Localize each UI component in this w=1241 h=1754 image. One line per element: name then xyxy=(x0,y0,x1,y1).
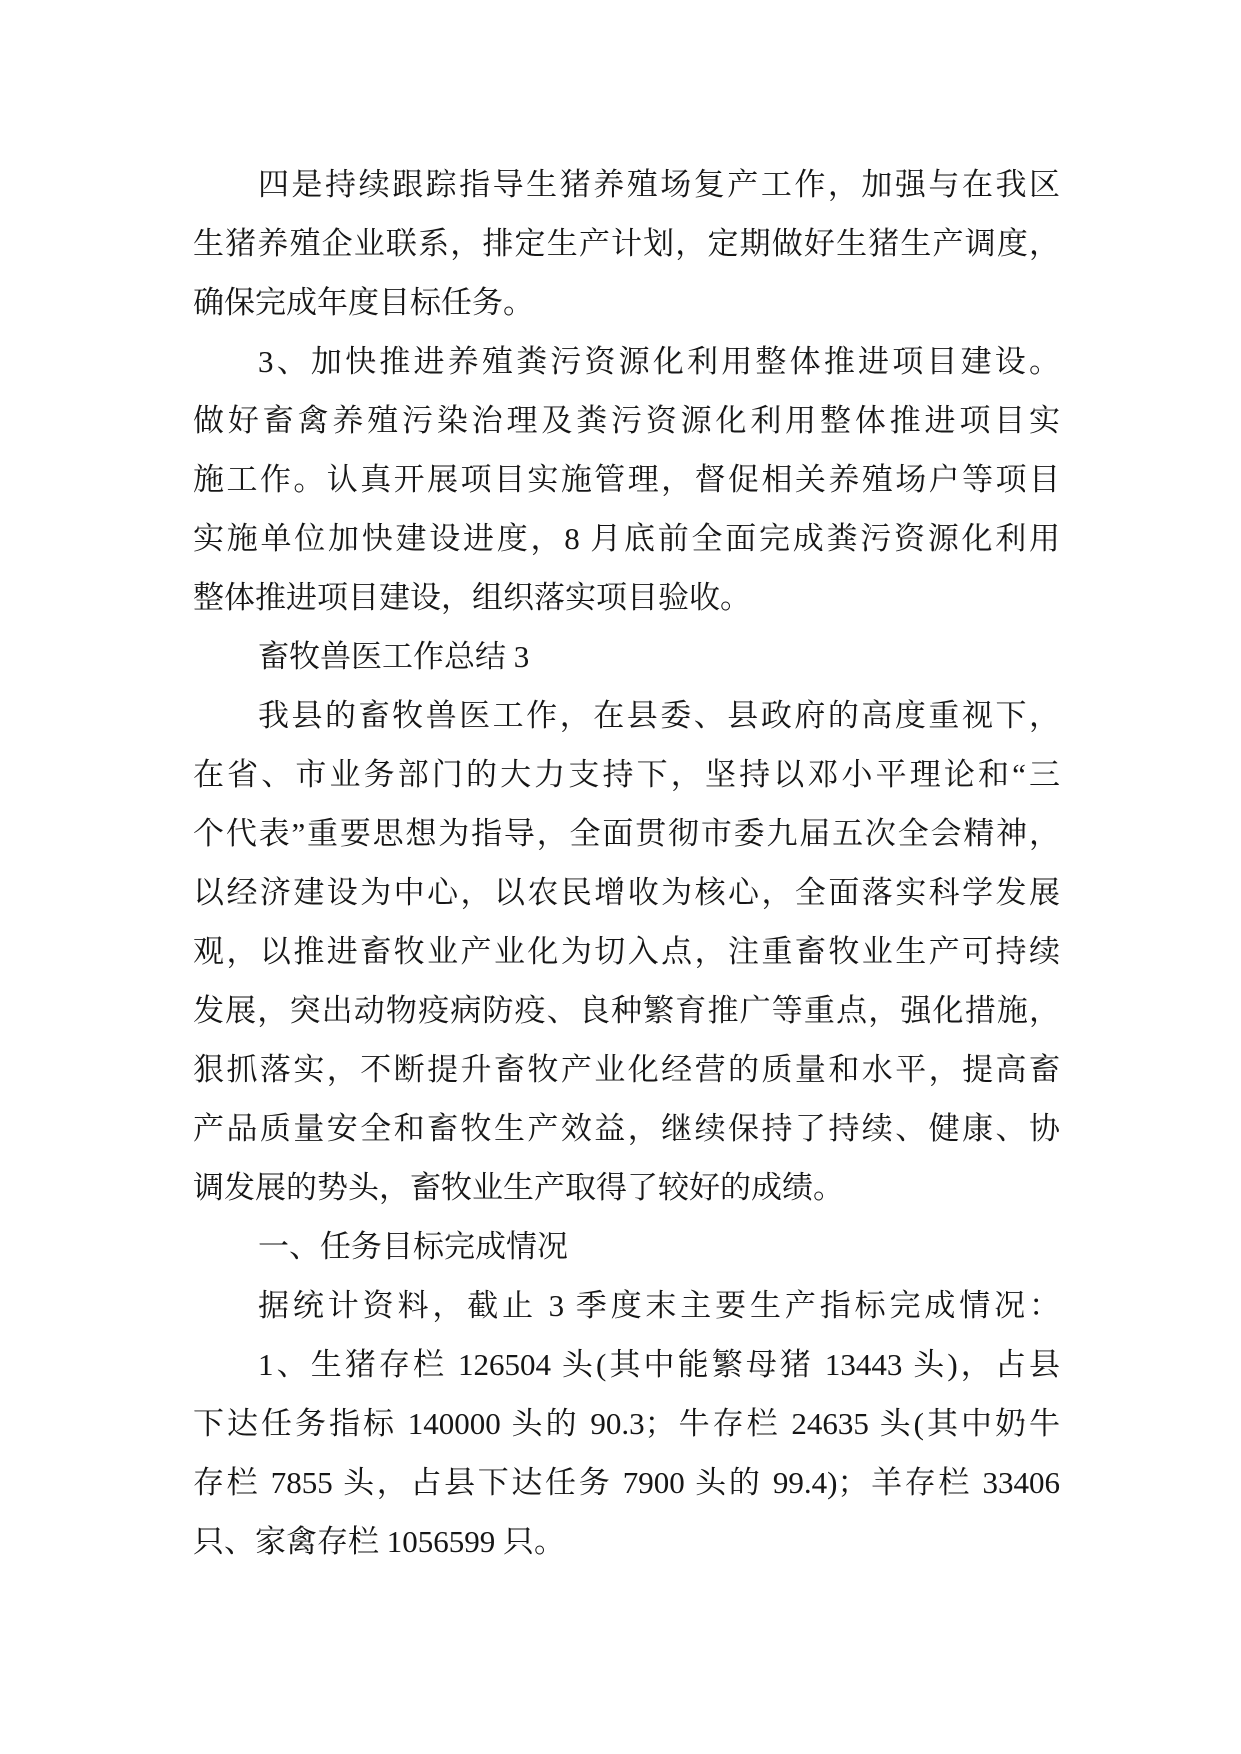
text-line: 施工作。认真开展项目实施管理，督促相关养殖场户等项目 xyxy=(193,462,1060,497)
text-line: 下达任务指标 140000 头的 90.3；牛存栏 24635 头(其中奶牛 xyxy=(193,1406,1060,1441)
text-line: 确保完成年度目标任务。 xyxy=(193,285,534,320)
text-line: 调发展的势头，畜牧业生产取得了较好的成绩。 xyxy=(193,1170,844,1205)
text-line: 在省、市业务部门的大力支持下，坚持以邓小平理论和“三 xyxy=(193,757,1060,792)
text-line: 整体推进项目建设，组织落实项目验收。 xyxy=(193,580,751,615)
paragraph xyxy=(193,155,1060,332)
text-line: 1、生猪存栏 126504 头(其中能繁母猪 13443 头)，占县 xyxy=(258,1347,1060,1382)
text-line: 观，以推进畜牧业产业化为切入点，注重畜牧业生产可持续 xyxy=(193,934,1060,969)
text-line: 只、家禽存栏 1056599 只。 xyxy=(193,1524,565,1559)
heading-text: 一、任务目标完成情况 xyxy=(258,1229,568,1264)
text-line: 以经济建设为中心，以农民增收为核心，全面落实科学发展 xyxy=(193,875,1060,910)
heading-text: 畜牧兽医工作总结 3 xyxy=(258,639,530,674)
text-line: 发展，突出动物疫病防疫、良种繁育推广等重点，强化措施， xyxy=(193,993,1060,1028)
paragraph xyxy=(193,332,1060,627)
section-heading xyxy=(193,1217,1060,1276)
paragraph xyxy=(193,1276,1060,1335)
section-heading xyxy=(193,627,1060,686)
paragraph xyxy=(193,686,1060,1217)
paragraph xyxy=(193,1335,1060,1571)
text-line: 狠抓落实，不断提升畜牧产业化经营的质量和水平，提高畜 xyxy=(193,1052,1060,1087)
text-line: 个代表”重要思想为指导，全面贯彻市委九届五次全会精神， xyxy=(193,816,1060,851)
text-line: 做好畜禽养殖污染治理及粪污资源化利用整体推进项目实 xyxy=(193,403,1060,438)
text-line: 四是持续跟踪指导生猪养殖场复产工作，加强与在我区 xyxy=(258,167,1060,202)
text-line: 存栏 7855 头，占县下达任务 7900 头的 99.4)；羊存栏 33406 xyxy=(193,1465,1060,1500)
text-line: 生猪养殖企业联系，排定生产计划，定期做好生猪生产调度， xyxy=(193,226,1060,261)
text-line: 产品质量安全和畜牧生产效益，继续保持了持续、健康、协 xyxy=(193,1111,1060,1146)
text-line: 实施单位加快建设进度，8 月底前全面完成粪污资源化利用 xyxy=(193,521,1060,556)
text-line: 我县的畜牧兽医工作，在县委、县政府的高度重视下， xyxy=(258,698,1060,733)
document-body xyxy=(193,155,1060,1571)
text-line: 3、加快推进养殖粪污资源化利用整体推进项目建设。 xyxy=(258,344,1060,379)
text-line: 据统计资料，截止 3 季度末主要生产指标完成情况： xyxy=(258,1288,1060,1323)
